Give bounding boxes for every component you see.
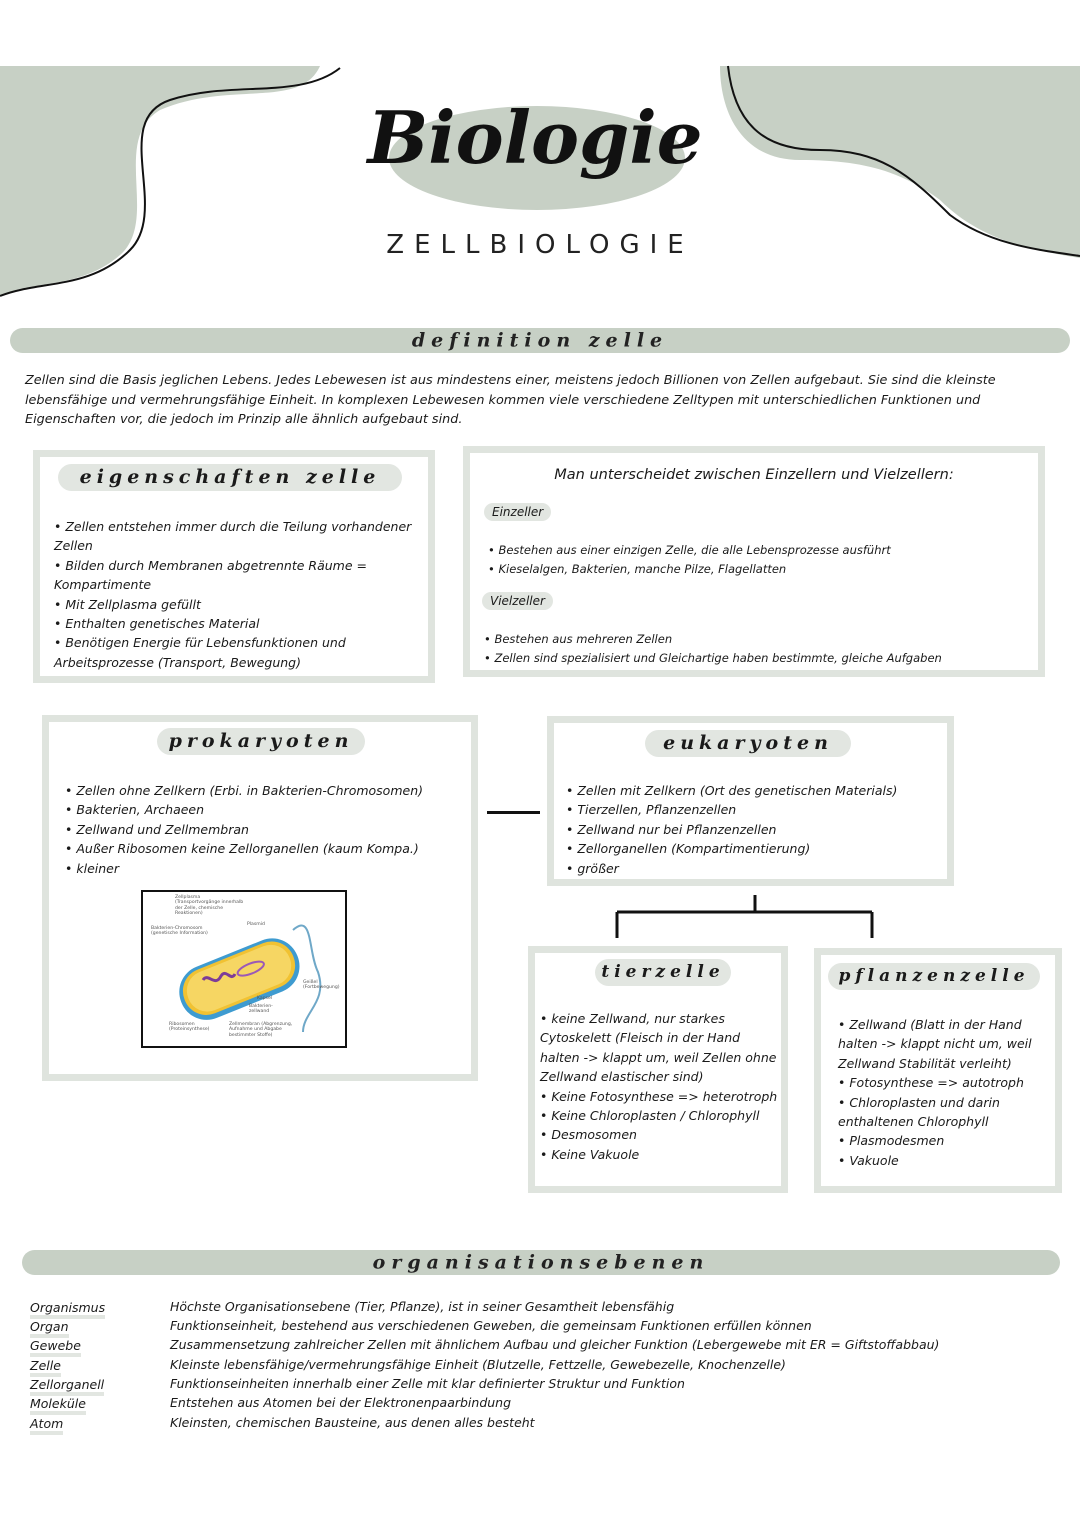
bacterium-diagram	[141, 890, 347, 1048]
list-item: • Zellen entstehen immer durch die Teilung vorhandener Zellen	[54, 517, 424, 556]
box-heading: pflanzenzelle	[828, 963, 1040, 990]
list-item: • Keine Vakuole	[540, 1145, 780, 1164]
term: Organ	[30, 1319, 69, 1338]
list-item: • Fotosynthese => autotroph	[838, 1073, 1043, 1092]
diagram-label: Ribosomen (Proteinsynthese)	[169, 1022, 210, 1033]
definition: Kleinsten, chemischen Bausteine, aus denen alles besteht	[170, 1415, 535, 1430]
einzeller-label: Einzeller	[484, 503, 551, 521]
definition: Zusammensetzung zahlreicher Zellen mit ähnlichem Aufbau und gleicher Funktion (Lebergewebe mit ER = Giftstoffabbau)	[170, 1337, 940, 1352]
definition-text: Zellen sind die Basis jeglichen Lebens. Jedes Lebewesen ist aus mindestens einer, meistens jedoch Billionen von Zellen aufgebaut. Sie sind die kleinste lebensfähige und vermehrungsfähige Einheit. In komplexen Lebewesen kommen viele verschiedene Zelltypen mit unterschiedlichen Funktionen und Eigenschaften vor, die jedoch im Prinzip alle ähnlich aufgebaut sind.	[25, 373, 996, 427]
list-item: • Keine Fotosynthese => heterotroph	[540, 1087, 780, 1106]
diagram-label: Zellmembran (Abgrenzung, Aufnahme und Abgabe bestimmter Stoffe)	[229, 1022, 293, 1038]
tierzelle-box	[528, 946, 788, 1193]
section-bar-definition	[10, 328, 1070, 353]
term: Moleküle	[30, 1396, 86, 1415]
pflanzenzelle-list	[838, 1015, 1043, 1170]
term: Organismus	[30, 1300, 105, 1319]
list-item: • Bilden durch Membranen abgetrennte Räume = Kompartimente	[54, 556, 424, 595]
list-item: • Zellen sind spezialisiert und Gleichartige haben bestimmte, gleiche Aufgaben	[484, 649, 1044, 668]
diagram-label: Bakterien-Chromosom (genetische Information)	[151, 926, 208, 937]
tree-connector	[600, 890, 890, 942]
box-heading: Man unterscheidet zwischen Einzellern und Vielzellern:	[554, 467, 954, 483]
list-item: • Chloroplasten und darin enthaltenen Chlorophyll	[838, 1093, 1043, 1132]
pflanzenzelle-box	[814, 948, 1062, 1193]
list-item: • Vakuole	[838, 1151, 1043, 1170]
vielzeller-list	[484, 630, 1044, 669]
list-item: • Zellwand und Zellmembran	[65, 820, 475, 839]
box-heading: eukaryoten	[645, 730, 851, 757]
list-item: • keine Zellwand, nur starkes Cytoskelett (Fleisch in der Hand halten -> klappt um, weil Zellen ohne Zellwand elastischer sind)	[540, 1009, 780, 1087]
list-item: • Desmosomen	[540, 1125, 780, 1144]
definition: Entstehen aus Atomen bei der Elektronenpaarbindung	[170, 1395, 512, 1410]
eukaryoten-box	[547, 716, 954, 886]
definition: Kleinste lebensfähige/vermehrungsfähige Einheit (Blutzelle, Fettzelle, Gewebezelle, Knochenzelle)	[170, 1357, 786, 1372]
einzeller-list	[488, 541, 1038, 580]
box-heading: prokaryoten	[157, 728, 365, 755]
list-item: • Mit Zellplasma gefüllt	[54, 595, 424, 614]
eigenschaften-box	[33, 450, 435, 683]
list-item: • Tierzellen, Pflanzenzellen	[566, 800, 956, 819]
definition: Funktionseinheiten innerhalb einer Zelle mit klar definierter Struktur und Funktion	[170, 1376, 685, 1391]
diagram-label: Bakterien-zellwand	[249, 1004, 273, 1015]
connector-line	[487, 811, 540, 814]
page-title: Biologie	[367, 95, 703, 180]
list-item: • Zellorganellen (Kompartimentierung)	[566, 839, 956, 858]
section-heading: organisationsebenen	[372, 1251, 710, 1274]
term: Zellorganell	[30, 1377, 104, 1396]
list-item: • Zellen ohne Zellkern (Erbi. in Bakterien-Chromosomen)	[65, 781, 475, 800]
page-subtitle: ZELLBIOLOGIE	[386, 230, 694, 260]
term: Atom	[30, 1416, 63, 1435]
definition: Höchste Organisationsebene (Tier, Pflanze), ist in seiner Gesamtheit lebensfähig	[170, 1299, 675, 1314]
diagram-label: Plasmid	[247, 922, 265, 927]
section-bar-organisation	[22, 1250, 1060, 1275]
prokaryoten-box	[42, 715, 478, 1081]
definition: Funktionseinheit, bestehend aus verschiedenen Geweben, die gemeinsam Funktionen erfüllen können	[170, 1318, 812, 1333]
list-item: • Zellen mit Zellkern (Ort des genetischen Materials)	[566, 781, 956, 800]
tierzelle-list	[540, 1009, 780, 1164]
list-item: • kleiner	[65, 859, 475, 878]
list-item: • Bestehen aus mehreren Zellen	[484, 630, 1044, 649]
list-item: • Zellwand (Blatt in der Hand halten -> klappt nicht um, weil Zellwand Stabilität verleiht)	[838, 1015, 1043, 1073]
eigenschaften-list	[54, 517, 424, 672]
term: Zelle	[30, 1358, 61, 1377]
diagram-label: Geißel (Fortbewegung)	[303, 980, 340, 991]
box-heading: tierzelle	[595, 959, 731, 986]
zellarten-box	[463, 446, 1045, 677]
list-item: • Außer Ribosomen keine Zellorganellen (kaum Kompa.)	[65, 839, 475, 858]
diagram-label: Zellplasma (Transportvorgänge innerhalb der Zelle, chemische Reaktionen)	[175, 895, 244, 917]
diagram-label: Kapsel	[257, 996, 273, 1001]
vielzeller-label: Vielzeller	[482, 592, 553, 610]
list-item: • Keine Chloroplasten / Chlorophyll	[540, 1106, 780, 1125]
list-item: • Zellwand nur bei Pflanzenzellen	[566, 820, 956, 839]
list-item: • Bakterien, Archaeen	[65, 800, 475, 819]
box-heading: eigenschaften zelle	[58, 464, 402, 491]
list-item: • Benötigen Energie für Lebensfunktionen und Arbeitsprozesse (Transport, Bewegung)	[54, 633, 424, 672]
list-item: • größer	[566, 859, 956, 878]
list-item: • Plasmodesmen	[838, 1131, 1043, 1150]
list-item: • Kieselalgen, Bakterien, manche Pilze, Flagellatten	[488, 560, 1038, 579]
section-heading: definition zelle	[411, 329, 669, 352]
list-item: • Enthalten genetisches Material	[54, 614, 424, 633]
list-item: • Bestehen aus einer einzigen Zelle, die alle Lebensprozesse ausführt	[488, 541, 1038, 560]
eukaryoten-list	[566, 781, 956, 878]
prokaryoten-list	[65, 781, 475, 878]
term: Gewebe	[30, 1338, 81, 1357]
